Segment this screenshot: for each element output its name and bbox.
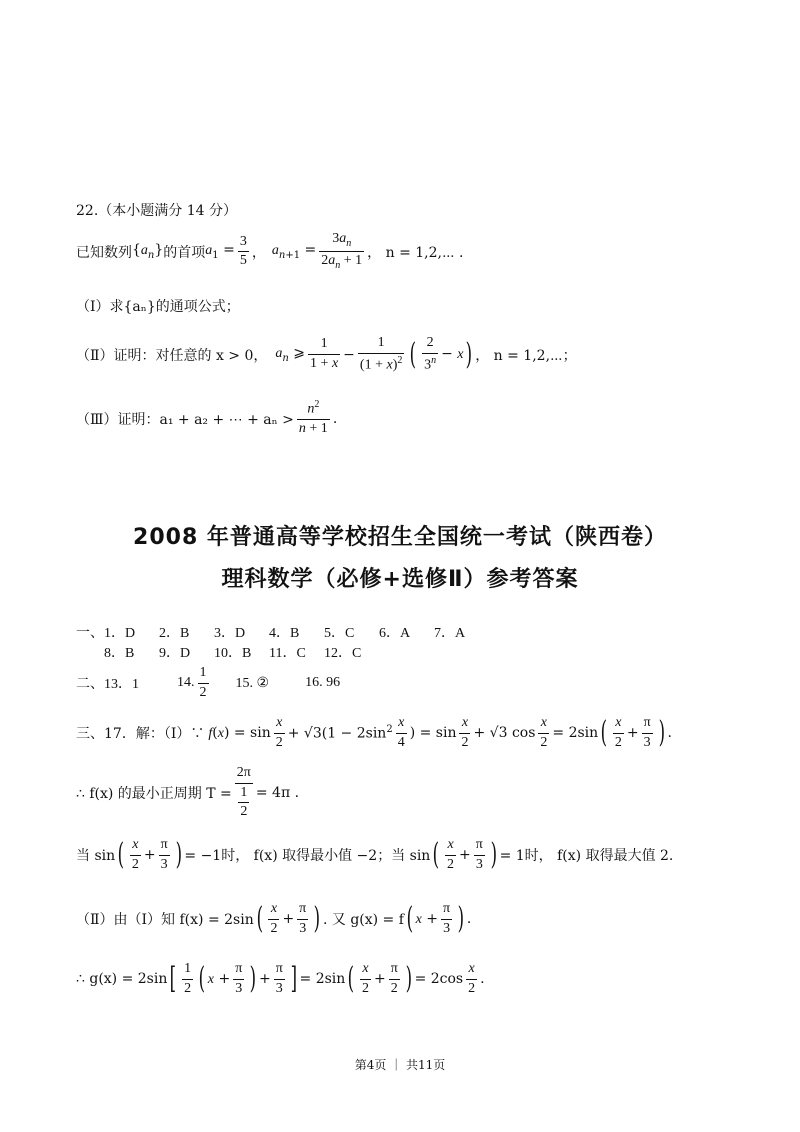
q17-solution-line1: 三、17．解：（Ⅰ）∵ f(x) = sin $\frac{x}{2}$ + $√3(1 - 2\sin^2$ $\frac{x}{4}$ ) = sin $\frac{x}{2}$ + √3 cos $\frac{x}{2}$ = 2sin ( $\frac{x}{2}$ + $\frac{\pi}{3}$ ) .: [76, 715, 672, 751]
problem-heading: 22.（本小题满分 14 分）: [76, 203, 237, 219]
answer-item: 8．B: [104, 646, 135, 661]
fraction-recursion: $\frac{3a_n}{2a_n + 1}$: [321, 231, 363, 272]
answer-item: 12．C: [324, 646, 362, 661]
answer-item: 2．B: [159, 626, 190, 641]
answer-item: 4．B: [269, 626, 300, 641]
given-mid: 的首项: [163, 244, 206, 261]
answer-item: 3．D: [214, 626, 246, 641]
answer-item: 1．D: [104, 626, 136, 641]
answer-item: 10．B: [214, 646, 252, 661]
q17-minmax-line: 当 sin ( $\frac{x}{2}$ + $\frac{\pi}{3}$ ) = −1时， f(x) 取得最小值 −2；当 sin ( $\frac{x}{2}$ + $\frac{\pi}{3}$ ) = 1时， f(x) 取得最大值 2.: [76, 837, 674, 873]
page-footer: 第4页 ｜ 共11页: [354, 1058, 446, 1072]
given-tail: ， n = 1,2,⋯ .: [367, 244, 464, 261]
answer-title-line1: 2008 年普通高等学校招生全国统一考试（陕西卷）: [133, 525, 667, 550]
section2-answers: 二、13．1 14. $\frac{1}{2}$ 15. ② 16. 96: [76, 665, 341, 700]
answer-item: 6．A: [379, 626, 411, 641]
answer-item: 9．D: [159, 646, 191, 661]
q17-part2-line: （Ⅱ）由（Ⅰ）知 f(x) = 2sin ( $\frac{x}{2}$ + $\frac{\pi}{3}$ ) . 又 g(x) = f ( x + $\frac{\pi}{3}$ ) .: [76, 901, 472, 937]
problem-given: 已知数列 $\{a_n\}$ 的首项 $a_1$ = $\frac{3}{5}$ ， $a_{n+1}$ = $\frac{3a_n}{2a_n + 1}$ ， n = 1,2,⋯ .: [76, 231, 464, 272]
section1-row1: 一、1．D 2．B 3．D 4．B 5．C 6．A 7．A: [76, 622, 489, 642]
answer-item: 5．C: [324, 626, 355, 641]
q17-period-line: ∴ f(x) 的最小正周期 T = $\frac{2\pi}{\frac{1}{2}}$ = 4π .: [76, 765, 300, 820]
answer-item: 11．C: [269, 646, 306, 661]
part1-question: （Ⅰ）求{aₙ}的通项公式；: [76, 299, 240, 315]
fraction-a1: $\frac{3}{5}$: [239, 233, 247, 269]
part2-question: （Ⅱ）证明：对任意的 x > 0， $a_n$ ⩾ $\frac{1}{1 + x}$ − $\frac{1}{(1 + x)^2}$ ( $\frac{2}{3^n}$ − x ) ， n = 1,2,⋯；: [76, 335, 577, 373]
part3-question: （Ⅲ）证明：a₁ + a₂ + ⋯ + aₙ > $\frac{n^2}{n + 1}$ .: [76, 399, 338, 437]
given-prefix: 已知数列: [76, 244, 132, 261]
q17-g-line: ∴ g(x) = 2sin [ $\frac{1}{2}$ ( x + $\frac{\pi}{3}$ ) + $\frac{\pi}{3}$ ] = 2sin ( $\frac{x}{2}$ + $\frac{\pi}{2}$ ) = 2cos $\frac{x}{2}$ .: [76, 961, 485, 997]
answer-title-line2: 理科数学（必修+选修Ⅱ）参考答案: [221, 567, 579, 592]
section1-row2: [104, 642, 379, 662]
answer-item: 7．A: [434, 626, 466, 641]
